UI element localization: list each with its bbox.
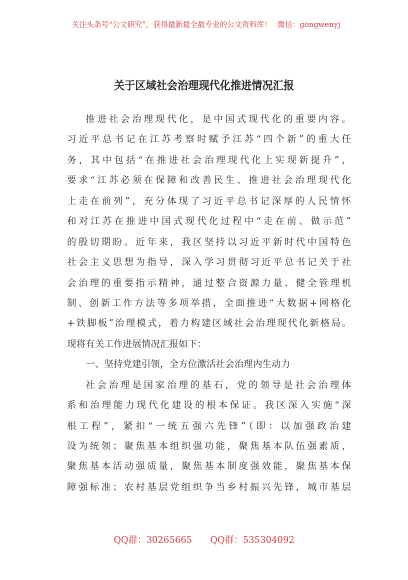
text-line: 制、创新工作方法等多项举措，全面推进“大数据+网格化	[67, 297, 351, 309]
footer-qq-groups	[0, 533, 408, 546]
qq-group-2: QQ群：535304092	[210, 536, 295, 546]
text-line: 现将有关工作进展情况汇报如下：	[67, 338, 207, 350]
text-line: 会治理的重要指示精神，通过整合资源力量、健全管理机	[67, 277, 351, 289]
promo-text: 关注头条号“公文研究”，获得最新最全最专业的公文资料库！	[71, 20, 272, 29]
document-body	[67, 110, 351, 498]
qq-group-1: QQ群：30265665	[113, 536, 193, 546]
document-title: 关于区域社会治理现代化推进情况汇报	[113, 80, 295, 92]
text-line: 根工程”，紧扣“一统五强六先锋”（即：以加强政治建	[67, 420, 351, 432]
text-line: 社会主义思想为指导，深入学习贯彻习近平总书记关于社	[67, 257, 351, 269]
text-line: 障强标准；农村基层党组织争当乡村振兴先锋，城市基层	[67, 481, 351, 493]
wechat-id: 微信：gongwenyj	[277, 20, 341, 29]
text-line: 上走在前列”，充分体现了习近平总书记深厚的人民情怀	[67, 195, 351, 207]
header-promo-note	[30, 19, 382, 30]
section-heading: 一、坚持党建引领，全方位激活社会治理内生动力	[85, 359, 291, 371]
text-line: 务，其中包括“在推进社会治理现代化上实现新提升”，	[67, 154, 351, 166]
text-line: 系和治理能力现代化建设的根本保证。我区深入实施“深	[67, 400, 351, 412]
text-line: +铁脚板”治理模式，着力构建区域社会治理现代化新格局。	[67, 318, 351, 330]
text-line: 习近平总书记在江苏考察时赋予江苏“四个新”的重大任	[67, 134, 351, 146]
text-line: 推进社会治理现代化，是中国式现代化的重要内容。	[85, 114, 351, 125]
text-line: 社会治理是国家治理的基石，党的领导是社会治理体	[85, 379, 351, 391]
text-line: 和对江苏在推进中国式现代化过程中“走在前、做示范”	[67, 216, 351, 228]
text-line: 聚焦基本活动强质量，聚焦基本制度强效能，聚焦基本保	[67, 461, 351, 473]
text-line: 要求“江苏必须在保障和改善民生、推进社会治理现代化	[67, 175, 351, 187]
text-line: 设为统领；聚焦基本组织强功能，聚焦基本队伍强素质，	[67, 441, 351, 452]
text-line: 的殷切期盼。近年来，我区坚持以习近平新时代中国特色	[67, 236, 351, 248]
